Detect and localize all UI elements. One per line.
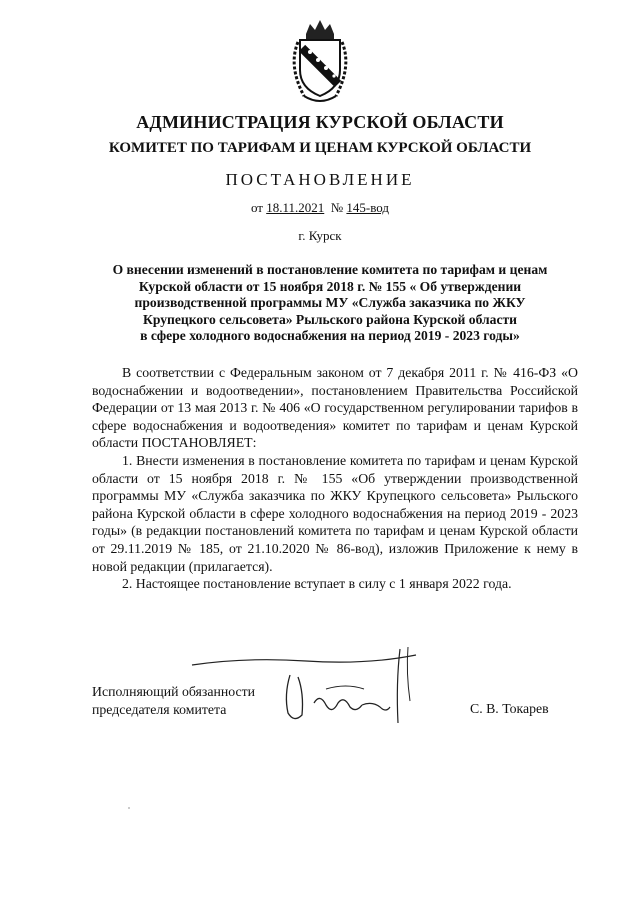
resolution-item-1: 1. Внести изменения в постановление комитета по тарифам и ценам Курской области от 15 ноября 2018 г. № 155 «Об утверждении производственной программы МУ «Служба заказчика по ЖКУ Крупецкого сельсовета» Рыльского района Курской области в сфере холодного водоснабжения на период 2019 - 2023 годы» (в редакции постановлений комитета по тарифам и ценам Курской области от 29.11.2019 № 185, от 21.10.2020 № 86-вод), изложив Приложение к нему в новой редакции (прилагается). xyxy=(92,452,578,574)
resolution-item-2: 2. Настоящее постановление вступает в силу с 1 января 2022 года. xyxy=(122,576,512,592)
kursk-coat-of-arms-icon xyxy=(284,18,356,106)
title-line: О внесении изменений в постановление комитета по тарифам и ценам xyxy=(112,262,548,277)
signatory-name: С. В. Токарев xyxy=(470,701,549,716)
title-line: в сфере холодного водоснабжения на период 2019 - 2023 годы» xyxy=(140,328,520,343)
number-prefix: № xyxy=(330,200,347,215)
document-number: 145-вод xyxy=(346,200,390,215)
organization-name: АДМИНИСТРАЦИЯ КУРСКОЙ ОБЛАСТИ xyxy=(136,112,504,132)
handwritten-signature xyxy=(186,643,426,728)
preamble-paragraph: В соответствии с Федеральным законом от 7 декабря 2011 г. № 416-ФЗ «О водоснабжении и водоотведении», постановлением Правительства Российской Федерации от 13 мая 2013 г. № 406 «О государственном регулировании тарифов в сфере водоснабжения и водоотведения» комитет по тарифам и ценам Курской области ПОСТАНОВЛЯЕТ: xyxy=(92,365,578,451)
date-number-line xyxy=(0,200,640,216)
date-prefix: от xyxy=(250,200,267,215)
position-line: Исполняющий обязанности xyxy=(92,684,255,699)
document-type: ПОСТАНОВЛЕНИЕ xyxy=(225,170,415,189)
city: г. Курск xyxy=(298,228,342,243)
scan-speck xyxy=(128,807,130,809)
title-line: Крупецкого сельсовета» Рыльского района Курской области xyxy=(142,311,518,327)
document-date: 18.11.2021 xyxy=(266,200,325,215)
title-line: производственной программы МУ «Служба заказчика по ЖКУ xyxy=(134,295,526,310)
document-title xyxy=(80,262,580,345)
committee-name: КОМИТЕТ ПО ТАРИФАМ И ЦЕНАМ КУРСКОЙ ОБЛАСТИ xyxy=(108,140,532,156)
position-line: председателя комитета xyxy=(92,702,227,717)
document-body xyxy=(92,364,578,593)
title-line: Курской области от 15 ноября 2018 г. № 155 « Об утверждении xyxy=(138,278,522,294)
